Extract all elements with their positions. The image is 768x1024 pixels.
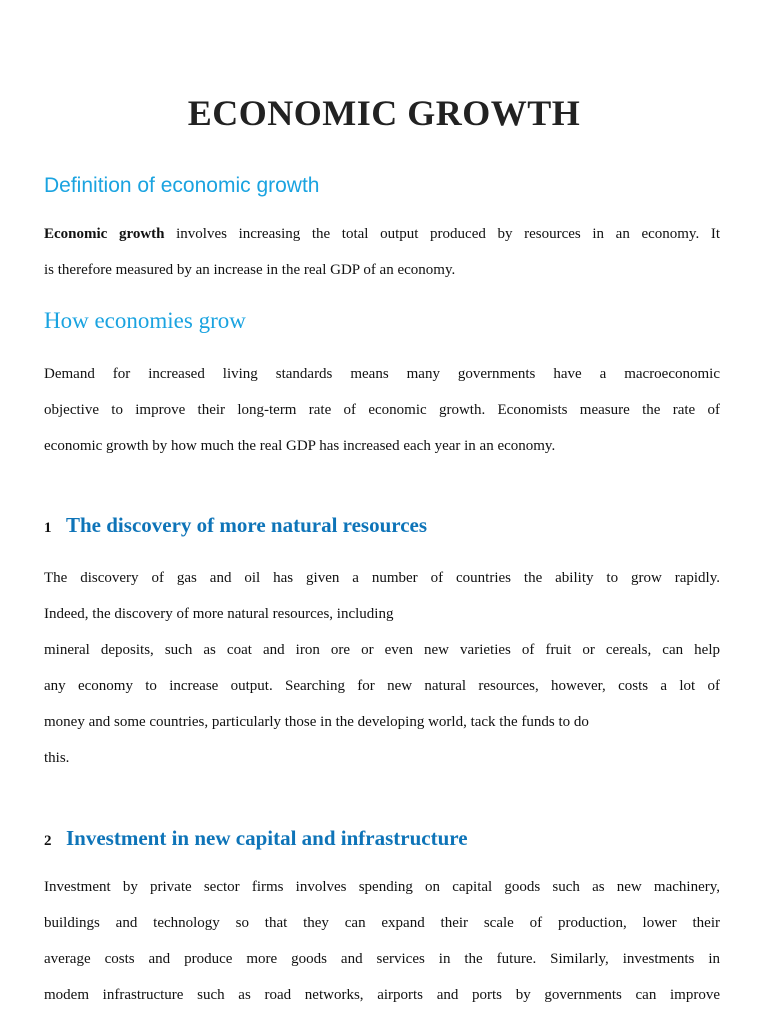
paragraph-line: money and some countries, particularly those in the developing world, tack the funds to do: [44, 714, 589, 730]
heading-point-2: [44, 826, 468, 851]
point-number: 1: [44, 520, 52, 536]
page-title: ECONOMIC GROWTH: [187, 93, 581, 133]
paragraph-line: Indeed, the discovery of more natural resources, including: [44, 606, 394, 622]
paragraph-text: involves increasing the total output produced by resources in an economy. It: [164, 226, 720, 242]
bold-term: Economic growth: [44, 226, 165, 242]
point-heading: The discovery of more natural resources: [66, 513, 428, 537]
paragraph-definition: [44, 216, 720, 288]
heading-point-1: [44, 513, 427, 538]
paragraph-line: modem infrastructure such as road networks, airports and ports by governments can improve: [44, 987, 720, 1003]
paragraph-line: [44, 216, 720, 252]
paragraph-line: mineral deposits, such as coat and iron ore or even new varieties of fruit or cereals, can help: [44, 642, 720, 658]
heading-how-economies-grow: How economies grow: [44, 308, 246, 333]
paragraph-line: buildings and technology so that they can expand their scale of production, lower their: [44, 915, 720, 931]
paragraph-line: economic growth by how much the real GDP has increased each year in an economy.: [44, 438, 556, 454]
paragraph-point-2: [44, 869, 720, 1013]
paragraph-line: Investment by private sector firms involves spending on capital goods such as new machinery,: [44, 879, 720, 895]
paragraph-line: any economy to increase output. Searching for new natural resources, however, costs a lot of: [44, 678, 720, 694]
paragraph-line: Demand for increased living standards means many governments have a macroeconomic: [44, 366, 720, 382]
paragraph-how-economies-grow: [44, 356, 720, 464]
paragraph-line: this.: [44, 750, 70, 766]
paragraph-line: average costs and produce more goods and services in the future. Similarly, investments in: [44, 951, 720, 967]
heading-definition: Definition of economic growth: [44, 174, 320, 197]
paragraph-line: The discovery of gas and oil has given a number of countries the ability to grow rapidly.: [44, 570, 720, 586]
point-number: 2: [44, 833, 52, 849]
paragraph-point-1: [44, 560, 720, 776]
paragraph-line: is therefore measured by an increase in the real GDP of an economy.: [44, 262, 456, 278]
point-heading: Investment in new capital and infrastructure: [66, 826, 468, 850]
paragraph-line: objective to improve their long-term rate of economic growth. Economists measure the rate of: [44, 402, 720, 418]
